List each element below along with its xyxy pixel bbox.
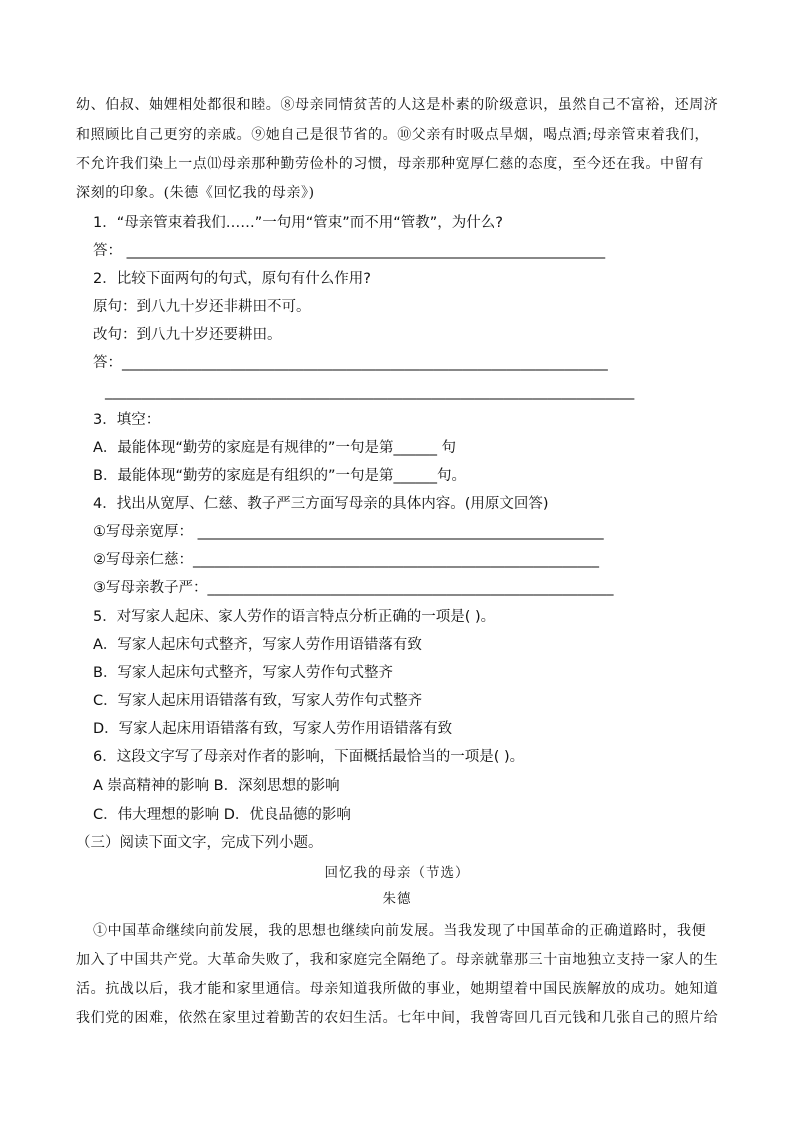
section-heading: （三）阅读下面文字，完成下列小题。 (76, 835, 323, 851)
question-2-original-sentence: 原句：到八九十岁还非耕田不可。 (93, 299, 311, 315)
question-1-answer-line: 答： __________________________________________________________________ (93, 243, 606, 259)
passage-line (76, 96, 718, 114)
question-3-option-a: A．最能体现“勤劳的家庭是有规律的”一句是第______ 句 (93, 440, 457, 456)
question-2-answer-line: 答：___________________________________________________________________ (93, 355, 608, 371)
passage-line-rest: 睦。⑧母亲同情贫苦的人这是朴素的阶级意识，虽然自己不富裕，还周济 (251, 97, 719, 113)
question-5: 5．对写家人起床、家人劳作的语言特点分析正确的一项是( )。 (93, 609, 496, 625)
question-5-option-b: B．写家人起床句式整齐，写家人劳作句式整齐 (93, 665, 393, 681)
passage-line-prefix: 幼、伯叔、妯娌相处都很和 (76, 97, 252, 113)
passage-line: 我们党的困难，依然在家里过着勤苦的农妇生活。七年中间，我曾寄回几百元钱和几张自己的照片给 (76, 1010, 719, 1026)
question-5-option-a: A．写家人起床句式整齐，写家人劳作用语错落有致 (93, 637, 422, 653)
question-3: 3．填空： (93, 412, 161, 428)
passage-author: 朱德 (382, 891, 412, 907)
question-5-option-c: C．写家人起床用语错落有致，写家人劳作句式整齐 (93, 693, 423, 709)
question-2-answer-line-2: _________________________________________________________________________ (105, 384, 635, 400)
passage-line: 和照顾比自己更穷的亲戚。⑨她自己是很节省的。⑩父亲有时吸点旱烟，喝点酒;母亲管束着我们， (76, 127, 710, 143)
question-2: 2．比较下面两句的句式，原句有什么作用? (93, 271, 371, 287)
passage-line: 加入了中国共产党。大革命失败了，我和家庭完全隔绝了。母亲就靠那三十亩地独立支持一家人的生 (76, 952, 719, 968)
question-6-options-cd: C．伟大理想的影响 D．优良品德的影响 (93, 807, 351, 823)
passage-line: 深刻的印象。(朱德《回忆我的母亲》) (76, 185, 315, 201)
question-4-item-1: ①写母亲宽厚： ________________________________________________________ (93, 524, 604, 540)
question-4: 4．找出从宽厚、仁慈、教子严三方面写母亲的具体内容。(用原文回答) (93, 496, 549, 512)
question-4-item-2: ②写母亲仁慈：________________________________________________________ (93, 552, 599, 568)
question-6: 6．这段文字写了母亲对作者的影响，下面概括最恰当的一项是( )。 (93, 749, 525, 765)
question-6-options-ab: A 崇高精神的影响 B．深刻思想的影响 (93, 778, 340, 794)
passage-line: 不允许我们染上一点⑾母亲那种勤劳俭朴的习惯，母亲那种宽厚仁慈的态度，至今还在我。中留有 (76, 156, 704, 172)
passage-line: ①中国革命继续向前发展，我的思想也继续向前发展。当我发现了中国革命的正确道路时，我便 (93, 923, 707, 939)
question-4-item-3: ③写母亲教子严：________________________________________________________ (93, 580, 614, 596)
question-5-option-d: D．写家人起床用语错落有致，写家人劳作用语错落有致 (93, 721, 453, 737)
passage-title: 回忆我的母亲（节选） (324, 865, 470, 881)
question-3-option-b: B．最能体现“勤劳的家庭是有组织的”一句是第______句。 (93, 468, 466, 484)
passage-line: 活。抗战以后，我才能和家里通信。母亲知道我所做的事业，她期望着中国民族解放的成功。她知道 (76, 981, 719, 997)
question-1: 1．“母亲管束着我们……”一句用“管束”而不用“管教”，为什么? (93, 215, 503, 231)
question-2-revised-sentence: 改句：到八九十岁还要耕田。 (93, 327, 282, 343)
